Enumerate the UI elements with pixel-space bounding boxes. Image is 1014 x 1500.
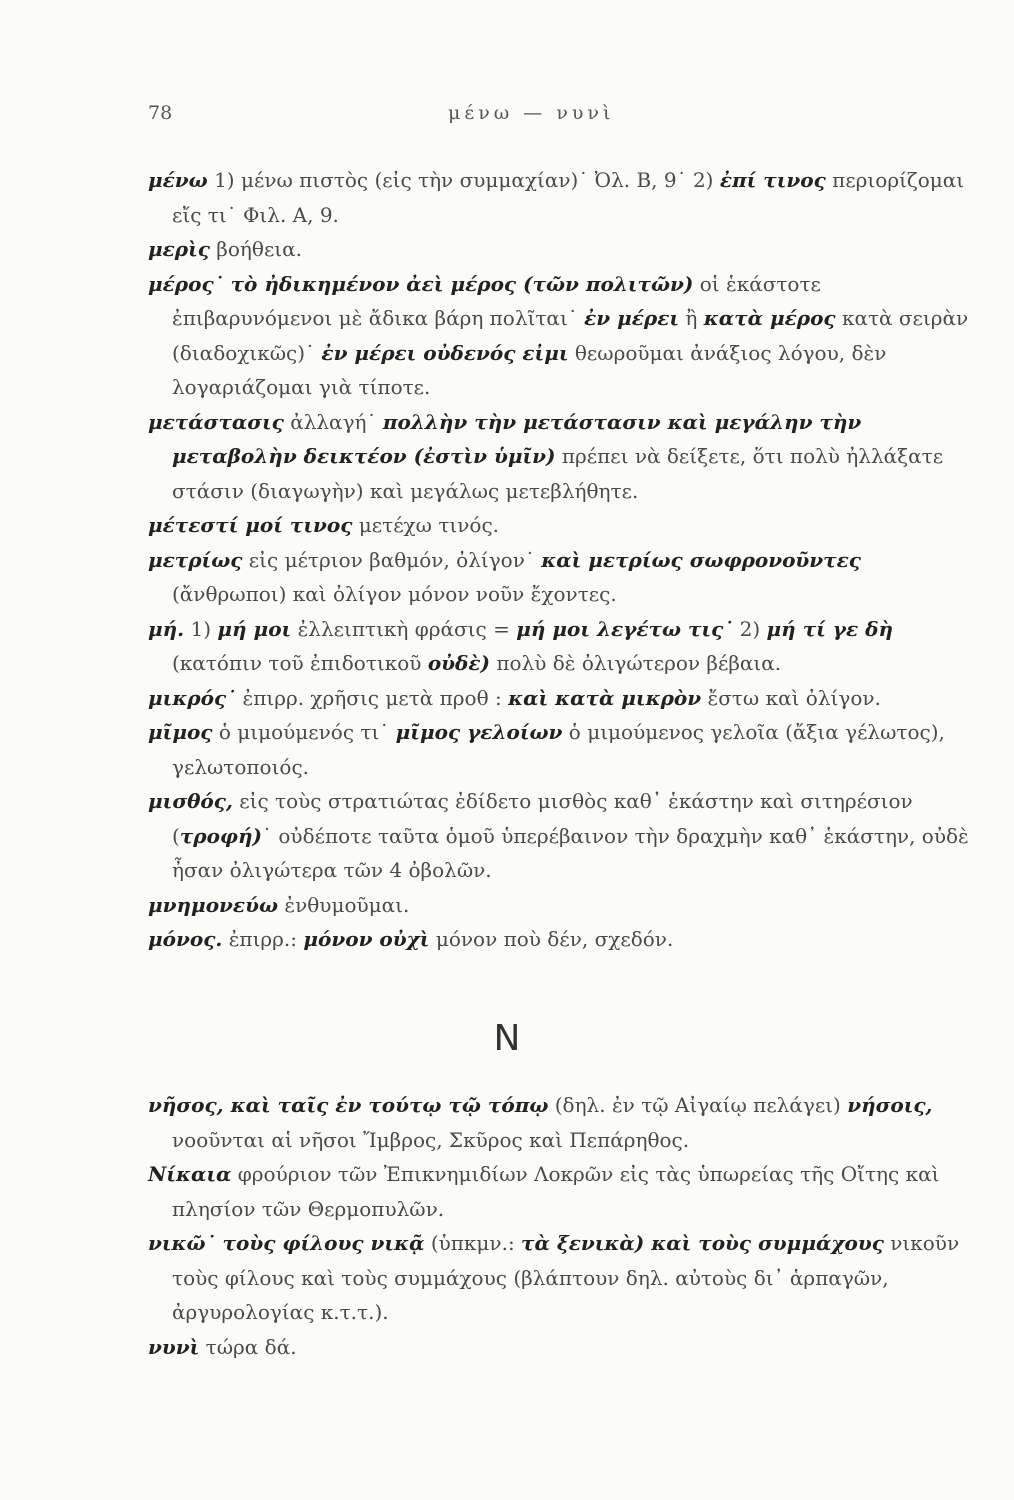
dictionary-entry bbox=[148, 1226, 970, 1330]
entry-text: 1) μένω πιστὸς (εἰς τὴν συμμαχίαν)˙ Ὀλ. Β, 9˙ 2) bbox=[207, 168, 720, 192]
entry-text: πρέπει νὰ δείξετε, ὅτι πολὺ ἠλλάξατε στάσιν (διαγωγὴν) καὶ μεγάλως μετεβλήθητε. bbox=[172, 444, 944, 503]
entry-text: ἐπιρρ. χρῆσις μετὰ προθ : bbox=[236, 685, 509, 710]
entry-text: ἐπιρρ.: bbox=[222, 927, 304, 951]
entry-headword: ἐν μέρει bbox=[584, 306, 680, 330]
entry-headword: καὶ κατὰ μικρὸν bbox=[508, 685, 702, 710]
dictionary-entry bbox=[148, 922, 970, 957]
entry-headword: μένω bbox=[148, 168, 208, 192]
entry-headword: μισθός, bbox=[148, 789, 233, 813]
entries-section-nu bbox=[148, 1088, 970, 1364]
entry-headword: μή τί γε δὴ bbox=[766, 616, 893, 641]
entry-text: περιορίζομαι εἴς τι˙ Φιλ. Α, 9. bbox=[172, 168, 965, 227]
entry-text: εἰς τοὺς στρατιώτας ἐδίδετο μισθὸς καθ᾽ ἑκάστην καὶ σιτηρέσιον ( bbox=[172, 789, 913, 848]
entry-headword: μέτεστί μοί τινος bbox=[148, 513, 353, 537]
entry-headword: ἐπί τινος bbox=[719, 168, 826, 192]
entry-headword: μέρος˙ τὸ ἠδικημένον ἀεὶ μέρος (τῶν πολιτῶν) bbox=[148, 271, 694, 296]
entry-headword: νήσοις, bbox=[847, 1093, 933, 1117]
entry-headword: μόνος. bbox=[148, 927, 223, 951]
dictionary-entry bbox=[148, 612, 970, 681]
dictionary-entry bbox=[148, 681, 970, 716]
entry-headword: μῖμος γελοίων bbox=[395, 720, 563, 744]
entry-text: τώρα δά. bbox=[199, 1334, 297, 1359]
entry-text: εἰς μέτριον βαθμόν, ὀλίγον˙ bbox=[242, 547, 542, 572]
entry-headword: τὰ ξενικὰ) καὶ τοὺς συμμάχους bbox=[521, 1231, 884, 1255]
entry-text: ὁ μιμούμενός τι˙ bbox=[212, 720, 396, 744]
entry-text: οἱ ἑκάστοτε ἐπιβαρυνόμενοι μὲ ἄδικα βάρη πολῖται˙ bbox=[172, 271, 821, 330]
entry-headword: μόνον οὐχὶ bbox=[303, 927, 430, 951]
entry-headword: μετρίως bbox=[148, 547, 243, 572]
dictionary-entry bbox=[148, 1330, 970, 1365]
entry-headword: μή μοι bbox=[217, 616, 292, 641]
dictionary-entry bbox=[148, 163, 970, 232]
dictionary-entry bbox=[148, 888, 970, 923]
entry-headword: μερὶς bbox=[148, 237, 210, 261]
entry-text: βοήθεια. bbox=[209, 237, 303, 261]
entry-text: θεωροῦμαι ἀνάξιος λόγου, δὲν λογαριάζομαι γιὰ τίποτε. bbox=[172, 340, 887, 399]
entry-headword: μικρός˙ bbox=[148, 685, 237, 710]
entry-text: ἢ bbox=[679, 306, 704, 330]
entry-text: ἀλλαγή˙ bbox=[283, 409, 383, 434]
entry-text: (δηλ. ἐν τῷ Αἰγαίῳ πελάγει) bbox=[548, 1093, 848, 1117]
entry-text: ˙ οὐδέποτε ταῦτα ὁμοῦ ὑπερέβαινον τὴν δραχμὴν καθ᾽ ἑκάστην, οὐδὲ ἦσαν ὀλιγώτερα τῶν 4 ὀβολῶν. bbox=[172, 823, 969, 882]
entry-headword: πολλὴν τὴν μετάστασιν καὶ μεγάλην τὴν μεταβολὴν δεικτέον (ἐστὶν ὑμῖν) bbox=[172, 409, 862, 468]
dictionary-entry bbox=[148, 508, 970, 543]
entry-text: 1) bbox=[184, 616, 218, 641]
page-header bbox=[148, 102, 938, 132]
entry-text: μετέχω τινός. bbox=[352, 513, 499, 537]
entry-text: ἔστω καὶ ὀλίγον. bbox=[701, 685, 881, 710]
dictionary-entry bbox=[148, 405, 970, 509]
dictionary-entry bbox=[148, 715, 970, 784]
entry-headword: Νίκαια bbox=[148, 1162, 232, 1186]
dictionary-entry bbox=[148, 1157, 970, 1226]
entries-section-mu bbox=[148, 163, 970, 957]
entry-headword: κατὰ μέρος bbox=[703, 306, 836, 330]
dictionary-entry bbox=[148, 784, 970, 888]
dictionary-entry bbox=[148, 267, 970, 405]
entry-headword: νῆσος, καὶ ταῖς ἐν τούτῳ τῷ τόπῳ bbox=[148, 1093, 549, 1117]
section-letter: N bbox=[493, 1018, 521, 1059]
running-head: μένω — νυνὶ bbox=[448, 102, 615, 124]
entry-text: φρούριον τῶν Ἐπικνημιδίων Λοκρῶν εἰς τὰς ὑπωρείας τῆς Οἴτης καὶ πλησίον τῶν Θερμοπυλῶν. bbox=[172, 1162, 940, 1221]
entry-headword: μετάστασις bbox=[148, 409, 284, 434]
entry-text: πολὺ δὲ ὀλιγώτερον βέβαια. bbox=[490, 651, 782, 675]
entry-text: (ὑπκμν.: bbox=[424, 1231, 522, 1255]
dictionary-entry bbox=[148, 1088, 970, 1157]
entry-text: νικοῦν τοὺς φίλους καὶ τοὺς συμμάχους (βλάπτουν δηλ. αὐτοὺς δι᾽ ἁρπαγῶν, ἀργυρολογίας κ.τ.τ.). bbox=[172, 1231, 960, 1324]
entry-text: ἐλλειπτικὴ φράσις = bbox=[291, 616, 517, 641]
entry-headword: μή μοι λεγέτω τις˙ bbox=[516, 616, 734, 641]
entry-headword: νικῶ˙ τοὺς φίλους νικᾷ bbox=[148, 1231, 425, 1255]
entry-headword: μῖμος bbox=[148, 720, 213, 744]
entry-headword: καὶ μετρίως σωφρονοῦντες bbox=[541, 547, 861, 572]
page-number: 78 bbox=[148, 102, 173, 124]
entry-headword: τροφή) bbox=[179, 823, 263, 848]
entry-headword: οὐδὲ) bbox=[427, 651, 490, 675]
entry-headword: μή. bbox=[148, 616, 185, 641]
entry-headword: νυνὶ bbox=[148, 1334, 200, 1359]
entry-text: ὁ μιμούμενος γελοῖα (ἄξια γέλωτος), γελωτοποιός. bbox=[172, 720, 945, 779]
entry-headword: μνημονεύω bbox=[148, 892, 278, 917]
entry-text: κατὰ σειρὰν (διαδοχικῶς)˙ bbox=[172, 306, 969, 365]
dictionary-entry bbox=[148, 232, 970, 267]
entry-text: μόνον ποὺ δέν, σχεδόν. bbox=[429, 927, 674, 951]
entry-text: ἐνθυμοῦμαι. bbox=[278, 892, 410, 917]
entry-text: (κατόπιν τοῦ ἐπιδοτικοῦ bbox=[172, 651, 428, 675]
entry-text: νοοῦνται αἱ νῆσοι Ἴμβρος, Σκῦρος καὶ Πεπάρηθος. bbox=[172, 1127, 690, 1152]
dictionary-entry bbox=[148, 543, 970, 612]
entry-headword: ἐν μέρει οὐδενός εἰμι bbox=[321, 340, 569, 365]
entry-text: 2) bbox=[733, 616, 767, 641]
entry-text: (ἄνθρωποι) καὶ ὀλίγον μόνον νοῦν ἔχοντες. bbox=[172, 582, 617, 606]
